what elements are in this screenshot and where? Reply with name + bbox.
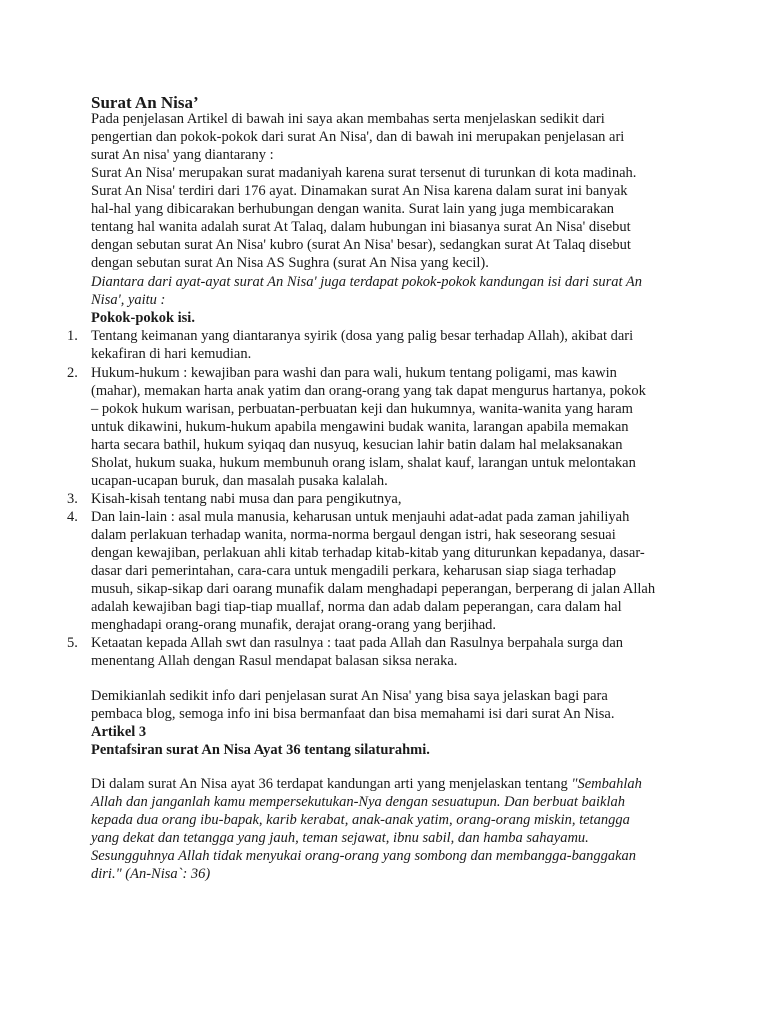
text-line: hal-hal yang dibicarakan berhubungan dengan wanita. Surat lain yang juga membicarakan — [91, 201, 615, 217]
text-line: Surat An Nisa' merupakan surat madaniyah karena surat tersenut di turunkan di kota madinah. — [91, 165, 637, 181]
text-line: yang dekat dan tetangga yang jauh, teman sejawat, ibnu sabil, dan hamba sahayamu. — [91, 830, 589, 846]
text-line: Nisa', yaitu : — [91, 292, 166, 308]
text-line: dengan sebutan surat An Nisa' kubro (surat An Nisa' besar), sedangkan surat At Talaq disebut — [91, 237, 631, 253]
ayat-quote-start: "Sembahlah — [571, 776, 642, 792]
ayat-citation: (An-Nisa`: 36) — [121, 866, 211, 882]
text-line: dasar dari pemerintahan, cara-cara untuk mengadili perkara, keharusan siap siaga terhadap — [91, 563, 616, 579]
ayat-intro-text: Di dalam surat An Nisa ayat 36 terdapat kandungan arti yang menjelaskan tentang — [91, 776, 572, 792]
text-line: Diantara dari ayat-ayat surat An Nisa' juga terdapat pokok-pokok kandungan isi dari surat An — [91, 274, 642, 290]
text-line: pembaca blog, semoga info ini bisa bermanfaat dan bisa memahami isi dari surat An Nisa. — [91, 706, 615, 722]
text-line: untuk dikawini, hukum-hukum apabila mengawini budak wanita, larangan apabila memakan — [91, 419, 629, 435]
text-line: pengertian dan pokok-pokok dari surat An Nisa', dan di bawah ini merupakan penjelasan ari — [91, 129, 625, 145]
list-number: 3. — [67, 491, 78, 507]
text-line: Dan lain-lain : asal mula manusia, keharusan untuk menjauhi adat-adat pada zaman jahiliyah — [91, 509, 630, 525]
document-title: Surat An Nisa’ — [91, 93, 199, 112]
text-line: Kisah-kisah tentang nabi musa dan para pengikutnya, — [91, 491, 402, 507]
text-line: Demikianlah sedikit info dari penjelasan surat An Nisa' yang bisa saya jelaskan bagi para — [91, 688, 608, 704]
section-heading: Pokok-pokok isi. — [91, 310, 195, 326]
text-line: Sholat, hukum suaka, hukum membunuh orang islam, shalat kauf, larangan untuk melontakan — [91, 455, 636, 471]
text-line: musuh, sikap-sikap dari oarang munafik dalam menghadapi peperangan, berperang di jalan Allah — [91, 581, 656, 597]
text-line: Allah dan janganlah kamu mempersekutukan-Nya dengan sesuatupun. Dan berbuat baiklah — [91, 794, 626, 810]
text-line: surat An nisa' yang diantarany : — [91, 147, 274, 163]
list-number: 4. — [67, 509, 78, 525]
text-line: menentang Allah dengan Rasul mendapat balasan siksa neraka. — [91, 653, 458, 669]
list-number: 5. — [67, 635, 78, 651]
text-line: kepada dua orang ibu-bapak, karib kerabat, anak-anak yatim, orang-orang miskin, tetangga — [91, 812, 630, 828]
text-line: harta secara bathil, hukum syiqaq dan nusyuq, kesucian lahir batin dalam hal melaksanakan — [91, 437, 623, 453]
list-number: 1. — [67, 328, 78, 344]
text-line — [91, 865, 210, 883]
text-line: Surat An Nisa' terdiri dari 176 ayat. Dinamakan surat An Nisa karena dalam surat ini banyak — [91, 183, 628, 199]
artikel-heading: Artikel 3 — [91, 724, 147, 740]
text-line — [91, 775, 642, 793]
text-line: (mahar), memakan harta anak yatim dan orang-orang yang tak dapat mengurus hartanya, pokok — [91, 383, 646, 399]
text-line: Sesungguhnya Allah tidak menyukai orang-orang yang sombong dan membangga-banggakan — [91, 848, 637, 864]
text-line: menghadapi orang-orang munafik, derajat orang-orang yang berjihad. — [91, 617, 497, 633]
text-line: Tentang keimanan yang diantaranya syirik (dosa yang palig besar terhadap Allah), akibat dari — [91, 328, 634, 344]
text-line: – pokok hukum warisan, perbuatan-perbuatan keji dan hukumnya, wanita-wanita yang haram — [91, 401, 633, 417]
text-line: dengan kewajiban, perlakuan ahli kitab terhadap kitab-kitab yang diturunkan kepadanya, dasar- — [91, 545, 645, 561]
text-line: adalah kewajiban bagi tiap-tiap muallaf, norma dan adab dalam peperangan, cara dalam hal — [91, 599, 622, 615]
ayat-quote-end: diri." — [91, 866, 122, 882]
text-line: Ketaatan kepada Allah swt dan rasulnya : taat pada Allah dan Rasulnya berpahala surga dan — [91, 635, 624, 651]
text-line: dengan sebutan surat An Nisa AS Sughra (surat An Nisa yang kecil). — [91, 255, 489, 271]
text-line: Hukum-hukum : kewajiban para washi dan para wali, hukum tentang poligami, mas kawin — [91, 365, 617, 381]
text-line: Pada penjelasan Artikel di bawah ini saya akan membahas serta menjelaskan sedikit dari — [91, 111, 605, 127]
list-number: 2. — [67, 365, 78, 381]
text-line: kekafiran di hari kemudian. — [91, 346, 252, 362]
artikel-subheading: Pentafsiran surat An Nisa Ayat 36 tentang silaturahmi. — [91, 742, 430, 758]
text-line: dalam perlakuan terhadap wanita, norma-norma bergaul dengan istri, hak seseorang sesuai — [91, 527, 616, 543]
text-line: tentang hal wanita adalah surat At Talaq, dalam hubungan ini biasanya surat An Nisa' disebut — [91, 219, 631, 235]
text-line: ucapan-ucapan buruk, dan masalah pusaka kalalah. — [91, 473, 388, 489]
